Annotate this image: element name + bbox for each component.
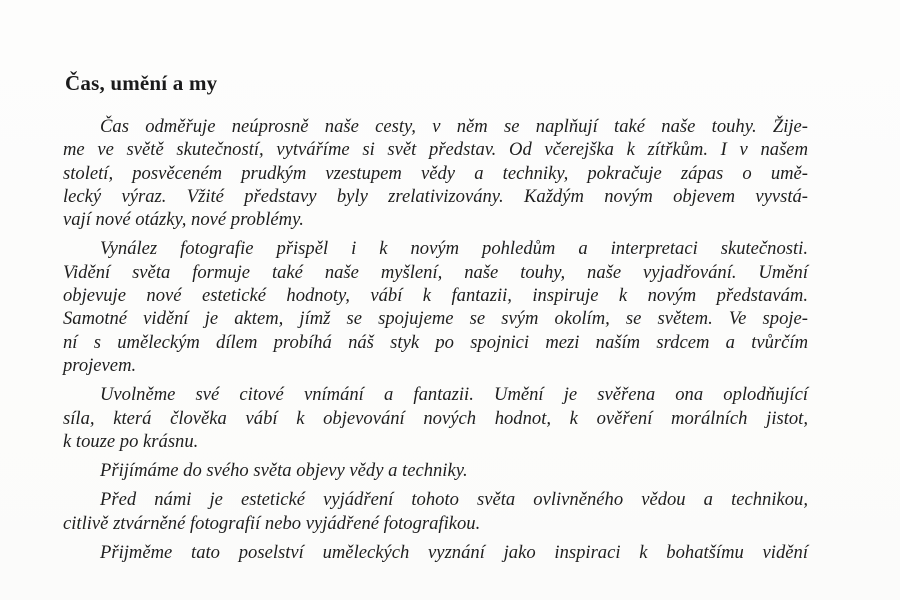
text-line: Přijímáme do svého světa objevy vědy a techniky. (100, 460, 468, 482)
page-title: Čas, umění a my (65, 71, 218, 95)
text-line: Samotné vidění je aktem, jímž se spojujeme se svým okolím, se světem. Ve spoje- (63, 308, 808, 330)
text-line: projevem. (63, 354, 137, 376)
text-line: Před námi je estetické vyjádření tohoto světa ovlivněného vědou a technikou, (100, 489, 808, 511)
text-line: Čas odměřuje neúprosně naše cesty, v něm se naplňují také naše touhy. Žije- (100, 116, 808, 137)
text-line: Vynález fotografie přispěl i k novým pohledům a interpretaci skutečnosti. (100, 238, 808, 260)
paragraph-3 (63, 383, 808, 453)
text-line: síla, která člověka vábí k objevování nových hodnot, k ověření morálních jistot, (63, 407, 808, 429)
text-line: lecký výraz. Vžité představy byly zrelativizovány. Každým novým objevem vyvstá- (63, 185, 808, 207)
text-line: století, posvěceném prudkým vzestupem vědy a techniky, pokračuje zápas o umě- (63, 162, 808, 184)
paragraph-2 (63, 237, 808, 377)
text-line: Přijměme tato poselství uměleckých vyznání jako inspiraci k bohatšímu vidění (100, 542, 808, 564)
paragraph-6 (63, 541, 808, 564)
paragraph-1 (63, 115, 808, 231)
article-body (63, 115, 808, 564)
text-line: ní s uměleckým dílem probíhá náš styk po spojnici mezi naším srdcem a tvůrčím (63, 331, 808, 353)
text-line: Vidění světa formuje také naše myšlení, naše touhy, naše vyjadřování. Umění (63, 261, 808, 283)
text-line: me ve světě skutečností, vytváříme si svět představ. Od včerejška k zítřkům. I v našem (63, 139, 808, 161)
text-line: vají nové otázky, nové problémy. (63, 209, 304, 231)
text-line: k touze po krásnu. (63, 430, 199, 452)
paragraph-4 (63, 459, 808, 482)
text-line: objevuje nové estetické hodnoty, vábí k fantazii, inspiruje k novým představám. (63, 285, 808, 307)
text-line: Uvolněme své citové vnímání a fantazii. Umění je svěřena ona oplodňující (100, 384, 808, 406)
paragraph-5 (63, 488, 808, 535)
text-line: citlivě ztvárněné fotografií nebo vyjádřené fotografikou. (63, 512, 481, 534)
